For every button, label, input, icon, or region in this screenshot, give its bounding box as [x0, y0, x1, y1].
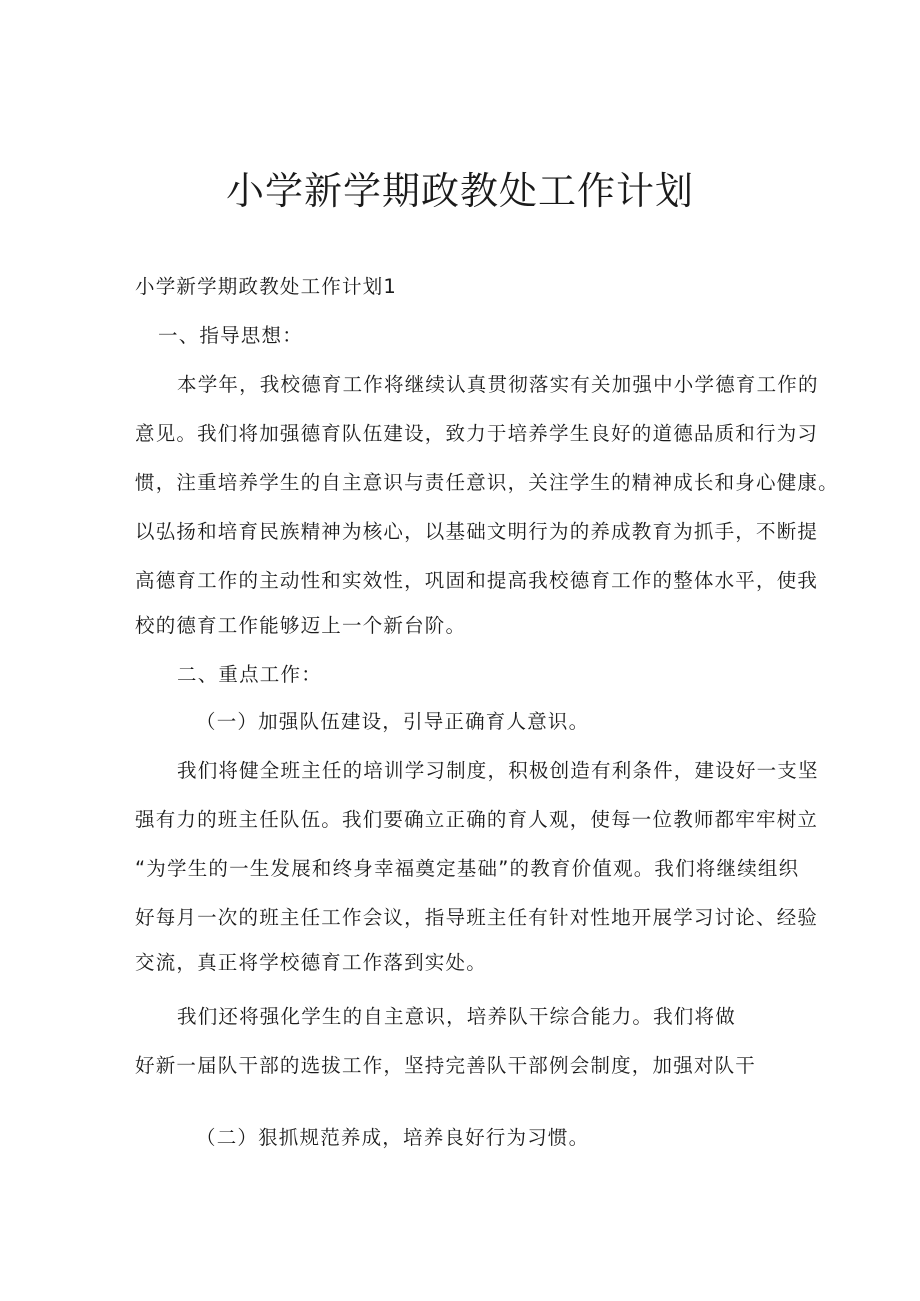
paragraph-line: “为学生的一生发展和终身幸福奠定基础”的教育价值观。我们将继续组织 [135, 857, 800, 880]
document-title: 小学新学期政教处工作计划 [225, 169, 694, 213]
paragraph-line: 意见。我们将加强德育队伍建设，致力于培养学生良好的道德品质和行为习 [135, 422, 819, 445]
paragraph-line: 高德育工作的主动性和实效性，巩固和提高我校德育工作的整体水平，使我 [135, 569, 819, 592]
paragraph-line: 我们将健全班主任的培训学习制度，积极创造有利条件，建设好一支坚 [177, 759, 819, 782]
section1-heading: 一、指导思想： [158, 324, 303, 347]
item1-heading: （一）加强队伍建设，引导正确育人意识。 [196, 710, 590, 733]
paragraph-line: 好每月一次的班主任工作会议，指导班主任有针对性地开展学习讨论、经验 [135, 906, 819, 929]
paragraph-line: 本学年，我校德育工作将继续认真贯彻落实有关加强中小学德育工作的 [177, 373, 819, 396]
paragraph-line: 以弘扬和培育民族精神为核心，以基础文明行为的养成教育为抓手，不断提 [135, 520, 819, 543]
paragraph-line: 我们还将强化学生的自主意识，培养队干综合能力。我们将做 [177, 1005, 736, 1028]
paragraph-line: 好新一届队干部的选拔工作，坚持完善队干部例会制度，加强对队干 [135, 1054, 757, 1077]
paragraph-line: 校的德育工作能够迈上一个新台阶。 [135, 614, 467, 637]
section2-heading: 二、重点工作： [177, 663, 322, 686]
item2-heading: （二）狠抓规范养成，培养良好行为习惯。 [196, 1126, 590, 1149]
paragraph-line: 惯，注重培养学生的自主意识与责任意识，关注学生的精神成长和身心健康。 [135, 471, 839, 494]
paragraph-line: 交流，真正将学校德育工作落到实处。 [135, 951, 487, 974]
document-subtitle: 小学新学期政教处工作计划1 [135, 275, 398, 298]
paragraph-line: 强有力的班主任队伍。我们要确立正确的育人观，使每一位教师都牢牢树立 [135, 808, 819, 831]
